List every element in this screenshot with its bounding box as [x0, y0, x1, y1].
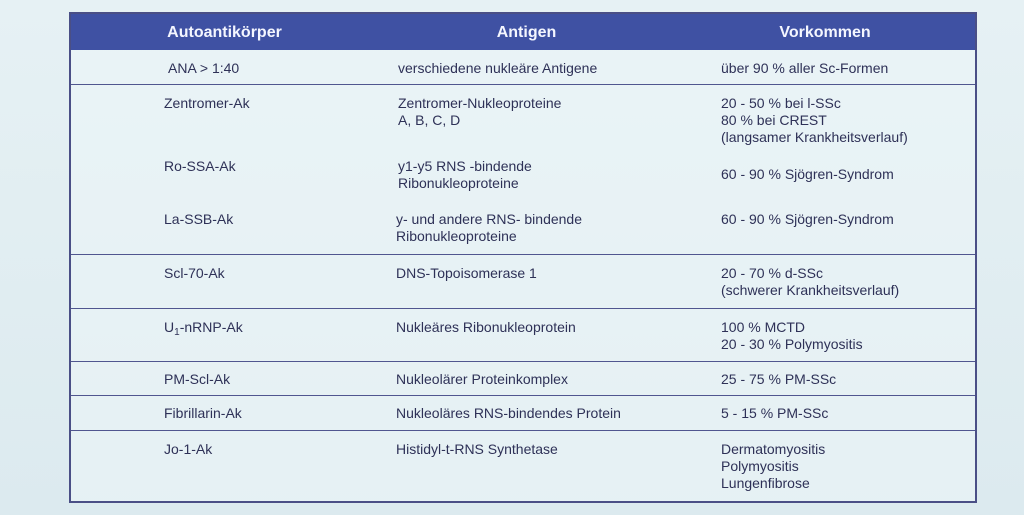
- antigen-cell: Zentromer-Nukleoproteine A, B, C, D: [398, 95, 562, 128]
- antigen-cell: DNS-Topoisomerase 1: [396, 265, 537, 281]
- occurrence-cell: 60 - 90 % Sjögren-Syndrom: [721, 166, 894, 182]
- occurrence-cell: 25 - 75 % PM-SSc: [721, 371, 837, 387]
- autoantibody-table: [69, 12, 977, 503]
- header-occurrence: Vorkommen: [779, 24, 871, 41]
- antigen-cell: y- und andere RNS- bindende Ribonukleoproteine: [396, 211, 583, 244]
- table-row: [71, 396, 975, 431]
- occurrence-cell: 60 - 90 % Sjögren-Syndrom: [721, 211, 894, 227]
- antibody-cell: PM-Scl-Ak: [164, 371, 231, 387]
- antibody-cell: Ro-SSA-Ak: [164, 158, 236, 174]
- occurrence-cell: 5 - 15 % PM-SSc: [721, 405, 829, 421]
- antibody-cell: ANA > 1:40: [168, 60, 240, 76]
- table-header: [71, 14, 975, 50]
- table-row: [71, 431, 975, 501]
- antigen-cell: Nukleolärer Proteinkomplex: [396, 371, 568, 387]
- antigen-cell: verschiedene nukleäre Antigene: [398, 60, 598, 76]
- table-row: [71, 255, 975, 309]
- antigen-cell: y1-y5 RNS -bindende Ribonukleoproteine: [398, 158, 532, 191]
- occurrence-cell: 20 - 50 % bei l-SSc 80 % bei CREST (langsamer Krankheitsverlauf): [721, 95, 908, 145]
- antigen-cell: Histidyl-t-RNS Synthetase: [396, 441, 558, 457]
- antibody-cell: Jo-1-Ak: [164, 441, 213, 457]
- occurrence-cell: 20 - 70 % d-SSc (schwerer Krankheitsverlauf): [721, 265, 900, 298]
- antigen-cell: Nukleäres Ribonukleoprotein: [396, 319, 576, 335]
- header-antigen: Antigen: [496, 24, 557, 41]
- table-row: [71, 362, 975, 396]
- occurrence-cell: Dermatomyositis Polymyositis Lungenfibrose: [721, 441, 826, 491]
- antibody-cell: Fibrillarin-Ak: [164, 405, 242, 421]
- occurrence-cell: über 90 % aller Sc-Formen: [721, 60, 889, 76]
- antibody-cell: La-SSB-Ak: [164, 211, 234, 227]
- antibody-cell: Scl-70-Ak: [164, 265, 225, 281]
- antibody-cell: Zentromer-Ak: [164, 95, 250, 111]
- header-autoantibody: Autoantikörper: [167, 24, 282, 41]
- table-row-group: [71, 85, 975, 255]
- antibody-cell: $U_1-nRNP-Ak$: [164, 319, 243, 338]
- table-row: [71, 50, 975, 85]
- occurrence-cell: 100 % MCTD 20 - 30 % Polymyositis: [721, 319, 863, 352]
- antigen-cell: Nukleoläres RNS-bindendes Protein: [396, 405, 621, 421]
- table-row: [71, 309, 975, 362]
